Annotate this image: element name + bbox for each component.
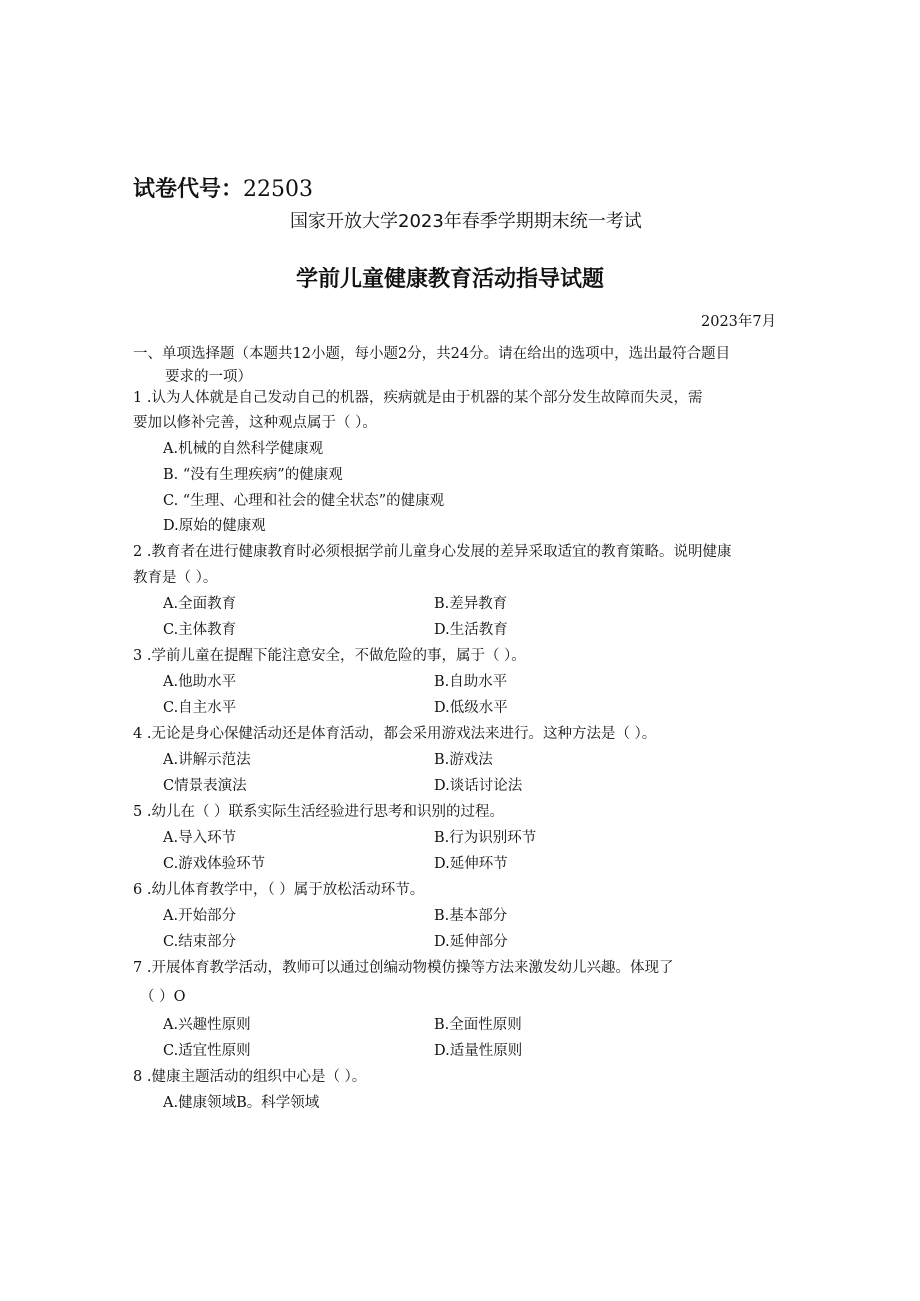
exam-code	[133, 176, 313, 204]
question-7-text-cont: （ ）O	[140, 989, 186, 1005]
question-3-text: 3 .学前儿童在提醒下能注意安全，不做危险的事，属于（ ）。	[133, 648, 526, 664]
question-6-option-b: B.基本部分	[434, 908, 508, 924]
question-3-option-b: B.自助水平	[434, 674, 508, 690]
question-6-text: 6 .幼儿体育教学中，（ ）属于放松活动环节。	[133, 882, 425, 898]
question-2-option-d: D.生活教育	[434, 622, 508, 638]
question-5-option-c: C.游戏体验环节	[163, 856, 266, 872]
question-8-options-ab: A.健康领域B。科学领域	[163, 1095, 320, 1111]
question-7-option-c: C.适宜性原则	[163, 1043, 251, 1059]
question-2-option-b: B.差异教育	[434, 596, 508, 612]
question-6-option-c: C.结束部分	[163, 934, 237, 950]
question-4-option-a: A.讲解示范法	[163, 752, 251, 768]
page-title: 学前儿童健康教育活动指导试题	[296, 267, 605, 292]
question-5-option-b: B.行为识别环节	[434, 830, 537, 846]
question-1-option-c: C. “生理、心理和社会的健全状态”的健康观	[163, 493, 445, 509]
question-7-option-b: B.全面性原则	[434, 1017, 522, 1033]
question-2-option-c: C.主体教育	[163, 622, 237, 638]
question-5-text: 5 .幼儿在（ ）联系实际生活经验进行思考和识别的过程。	[133, 804, 505, 820]
exam-code-number: 22503	[243, 177, 314, 202]
question-1-text: 1 .认为人体就是自己发动自己的机器，疾病就是由于机器的某个部分发生故障而失灵，需	[133, 390, 703, 406]
question-2-option-a: A.全面教育	[163, 596, 237, 612]
question-7-text: 7 .开展体育教学活动，教师可以通过创编动物模仿操等方法来激发幼儿兴趣。体现了	[133, 960, 674, 976]
question-5-option-d: D.延伸环节	[434, 856, 508, 872]
question-4-text: 4 .无论是身心保健活动还是体育活动，都会采用游戏法来进行。这种方法是（ ）。	[133, 726, 657, 742]
question-4-option-c: C情景表演法	[163, 778, 247, 794]
question-7-option-a: A.兴趣性原则	[163, 1017, 251, 1033]
question-3-option-d: D.低级水平	[434, 700, 508, 716]
question-5-option-a: A.导入环节	[163, 830, 237, 846]
question-1-option-a: A.机械的自然科学健康观	[163, 441, 324, 457]
exam-date: 2023年7月	[701, 314, 777, 330]
question-7-option-d: D.适量性原则	[434, 1043, 523, 1059]
university-line: 国家开放大学2023年春季学期期末统一考试	[290, 211, 642, 232]
section-heading: 一、单项选择题（本题共12小题，每小题2分，共24分。请在给出的选项中，选出最符合题目	[133, 346, 731, 362]
question-8-text: 8 .健康主题活动的组织中心是（ ）。	[133, 1069, 367, 1085]
question-3-option-a: A.他助水平	[163, 674, 237, 690]
question-6-option-a: A.开始部分	[163, 908, 237, 924]
question-3-option-c: C.自主水平	[163, 700, 237, 716]
section-heading-cont: 要求的一项）	[165, 369, 252, 385]
question-6-option-d: D.延伸部分	[434, 934, 508, 950]
exam-code-label: 试卷代号：	[133, 177, 244, 202]
question-2-text-cont: 教育是（ ）。	[133, 570, 218, 586]
question-2-text: 2 .教育者在进行健康教育时必须根据学前儿童身心发展的差异采取适宜的教育策略。说明健康	[133, 544, 732, 560]
question-4-option-b: B.游戏法	[434, 752, 493, 768]
question-4-option-d: D.谈话讨论法	[434, 778, 523, 794]
question-1-option-d: D.原始的健康观	[163, 518, 266, 534]
question-1-option-b: B. “没有生理疾病”的健康观	[163, 467, 343, 483]
question-1-text-cont: 要加以修补完善，这种观点属于（ ）。	[133, 415, 377, 431]
